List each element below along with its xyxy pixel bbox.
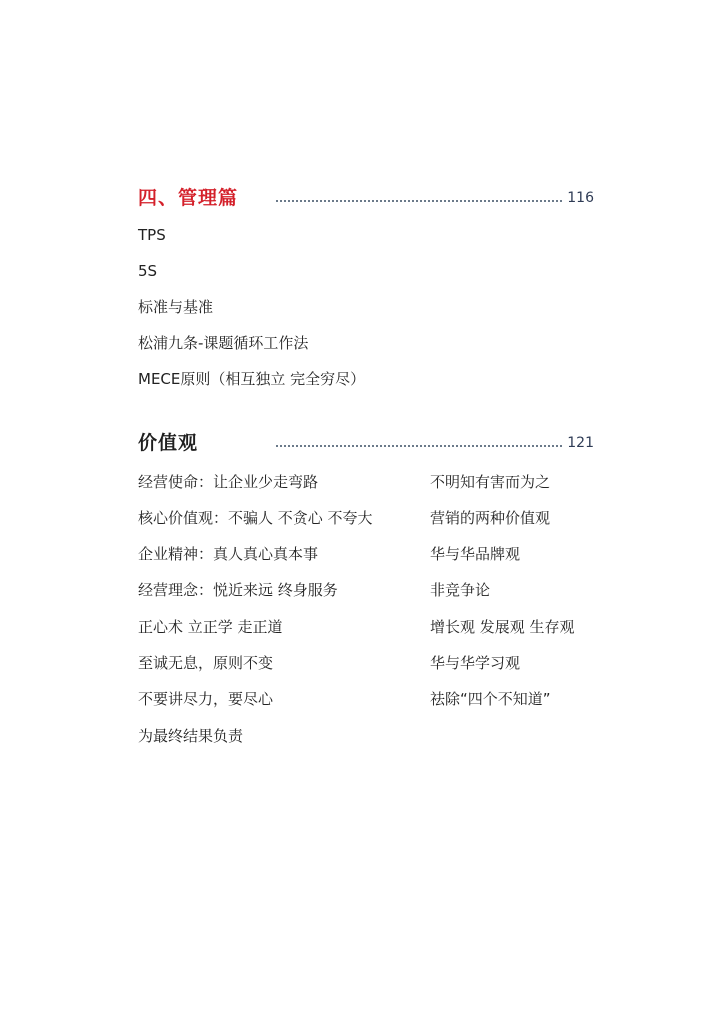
- toc-item[interactable]: 企业精神：真人真心真本事: [138, 545, 319, 563]
- toc-item[interactable]: MECE原则（相互独立 完全穷尽）: [138, 370, 366, 388]
- section-page-number[interactable]: 116: [567, 190, 594, 206]
- toc-item[interactable]: 核心价值观：不骗人 不贪心 不夸大: [138, 509, 373, 527]
- dot-leader: [276, 445, 562, 447]
- section-title[interactable]: 四、管理篇: [138, 187, 239, 209]
- toc-item[interactable]: 经营理念：悦近来远 终身服务: [138, 581, 338, 599]
- toc-section-management: [138, 185, 594, 211]
- section-page-number[interactable]: 121: [567, 435, 594, 451]
- toc-item[interactable]: 祛除“四个不知道”: [430, 690, 551, 708]
- toc-item[interactable]: 经营使命：让企业少走弯路: [138, 473, 319, 491]
- toc-item[interactable]: 5S: [138, 262, 158, 280]
- toc-item[interactable]: 营销的两种价值观: [430, 509, 551, 527]
- toc-item[interactable]: 标准与基准: [138, 298, 214, 316]
- toc-item[interactable]: 正心术 立正学 走正道: [138, 618, 283, 636]
- toc-item[interactable]: 不明知有害而为之: [430, 473, 551, 491]
- toc-item[interactable]: 至诚无息，原则不变: [138, 654, 274, 672]
- toc-item[interactable]: TPS: [138, 226, 166, 244]
- section-header: [138, 185, 594, 211]
- toc-item[interactable]: 增长观 发展观 生存观: [430, 618, 575, 636]
- toc-item[interactable]: 不要讲尽力，要尽心: [138, 690, 274, 708]
- toc-item[interactable]: 华与华品牌观: [430, 545, 521, 563]
- toc-section-values: [138, 430, 594, 456]
- toc-item[interactable]: 华与华学习观: [430, 654, 521, 672]
- toc-item[interactable]: 非竞争论: [430, 581, 491, 599]
- toc-item[interactable]: 为最终结果负责: [138, 727, 244, 745]
- dot-leader: [276, 200, 562, 202]
- section-header: [138, 430, 594, 456]
- section-title[interactable]: 价值观: [138, 432, 199, 454]
- toc-item[interactable]: 松浦九条-课题循环工作法: [138, 334, 309, 352]
